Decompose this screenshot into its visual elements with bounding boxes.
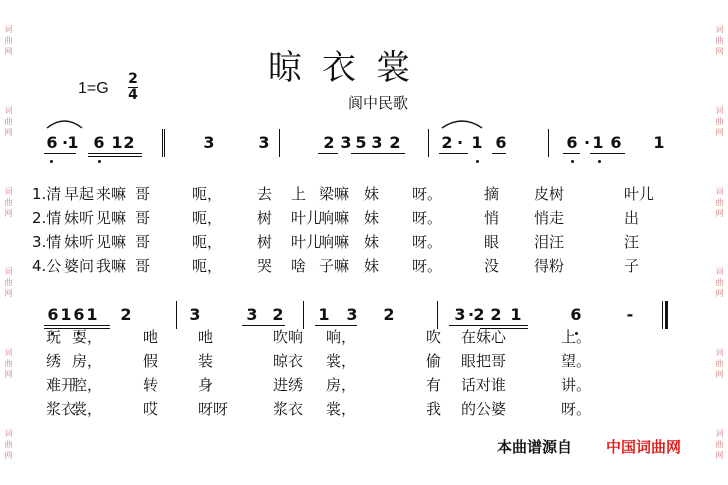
watermark-char: 词 xyxy=(715,348,724,358)
lyric-word: 1.清 xyxy=(32,185,62,203)
beam-underline xyxy=(88,153,142,154)
lyric-word: 呃， xyxy=(192,233,223,251)
slur-arc xyxy=(47,121,82,128)
jianpu-note: 2 xyxy=(272,305,284,324)
watermark-char: 网 xyxy=(715,289,724,299)
watermark-char: 词 xyxy=(715,429,724,439)
lyric-word: 房， xyxy=(72,352,103,370)
lyric-word: 泪汪 xyxy=(534,233,565,251)
watermark-group xyxy=(716,24,724,57)
octave-dot xyxy=(598,160,601,163)
bar-line xyxy=(176,301,177,329)
lyric-word: 在妹心 xyxy=(461,328,507,346)
watermark-group xyxy=(716,186,724,219)
watermark-char: 词 xyxy=(4,186,13,196)
key-signature: 1=G xyxy=(78,80,109,97)
lyric-word: 来嘛 xyxy=(96,185,127,203)
lyric-word: 上。 xyxy=(561,328,592,346)
lyric-word: 叶儿 xyxy=(624,185,655,203)
jianpu-note: - xyxy=(626,305,634,324)
octave-dot xyxy=(50,160,53,163)
lyric-word: 话对谁 xyxy=(461,376,507,394)
octave-dot xyxy=(98,160,101,163)
watermark-char: 曲 xyxy=(715,359,724,369)
beam-underline xyxy=(439,153,468,154)
jianpu-note: 3 xyxy=(371,133,383,152)
lyric-word: 叶儿 xyxy=(291,233,322,251)
watermark-char: 曲 xyxy=(4,197,13,207)
bar-line xyxy=(548,129,549,157)
bar-line xyxy=(162,129,163,157)
watermark-char: 词 xyxy=(715,186,724,196)
octave-dot xyxy=(571,160,574,163)
jianpu-note: · xyxy=(61,133,69,152)
lyric-word: 响嘛 xyxy=(319,209,350,227)
watermark-char: 曲 xyxy=(4,278,13,288)
beam-underline xyxy=(318,153,338,154)
lyric-word: 绣 xyxy=(46,352,62,370)
lyric-word: 汪 xyxy=(624,233,640,251)
jianpu-note: · xyxy=(467,305,475,324)
lyric-word: 妹 xyxy=(364,233,380,251)
jianpu-note: 3 xyxy=(340,133,352,152)
time-signature-top: 2 xyxy=(128,71,138,87)
jianpu-note: 1 xyxy=(67,133,79,152)
lyric-word: 妹听 xyxy=(64,233,95,251)
lyric-word: 房， xyxy=(326,376,357,394)
lyric-word: 难开 xyxy=(46,376,77,394)
watermark-char: 曲 xyxy=(4,359,13,369)
jianpu-note: 3 xyxy=(246,305,258,324)
beam-underline xyxy=(610,153,625,154)
lyric-word: 哭 xyxy=(257,257,273,275)
watermark-group xyxy=(716,428,724,461)
source-brand: 中国词曲网 xyxy=(606,438,682,456)
jianpu-note: · xyxy=(456,133,464,152)
jianpu-note: 1 xyxy=(318,305,330,324)
lyric-word: 婆问 xyxy=(64,257,95,275)
lyric-word: 2.情 xyxy=(32,209,62,227)
lyric-word: 皮树 xyxy=(534,185,565,203)
lyric-word: 呀。 xyxy=(412,185,443,203)
lyric-word: 吹 xyxy=(426,328,442,346)
lyric-word: 没 xyxy=(484,257,500,275)
jianpu-note: 6 xyxy=(46,133,58,152)
lyric-word: 腔， xyxy=(72,376,103,394)
lyric-word: 妹 xyxy=(364,257,380,275)
lyric-word: 上 xyxy=(291,185,307,203)
watermark-char: 网 xyxy=(4,289,13,299)
lyric-word: 哥 xyxy=(135,233,151,251)
jianpu-note: 3 xyxy=(258,133,270,152)
lyric-word: 浆衣 xyxy=(273,400,304,418)
jianpu-note: 6 xyxy=(570,305,582,324)
lyric-word: 眼 xyxy=(484,233,500,251)
lyric-word: 去 xyxy=(257,185,273,203)
lyric-word: 悄 xyxy=(484,209,500,227)
lyric-word: 偷 xyxy=(426,352,442,370)
time-signature xyxy=(127,72,139,103)
watermark-char: 网 xyxy=(4,370,13,380)
watermark-char: 曲 xyxy=(4,440,13,450)
jianpu-note: 6 xyxy=(495,133,507,152)
watermark-char: 曲 xyxy=(4,116,13,126)
bar-line xyxy=(662,301,663,329)
watermark-char: 网 xyxy=(715,46,724,56)
jianpu-note: 1 xyxy=(60,305,72,324)
lyric-word: 浆衣 xyxy=(46,400,77,418)
watermark-char: 网 xyxy=(715,127,724,137)
lyric-word: 眼把哥 xyxy=(461,352,507,370)
bar-line xyxy=(303,301,304,329)
lyric-word: 出 xyxy=(624,209,640,227)
lyric-word: 吔 xyxy=(143,328,159,346)
jianpu-note: 2 xyxy=(120,305,132,324)
jianpu-note: 2 xyxy=(323,133,335,152)
beam-underline xyxy=(492,153,506,154)
jianpu-note: 2 xyxy=(441,133,453,152)
bar-line xyxy=(279,129,280,157)
lyric-word: 叶儿 xyxy=(291,209,322,227)
watermark-group xyxy=(716,105,724,138)
jianpu-note: 1 xyxy=(86,305,98,324)
lyric-word: 呃， xyxy=(192,185,223,203)
lyric-word: 装 xyxy=(198,352,214,370)
lyric-word: 哥 xyxy=(135,209,151,227)
jianpu-note: 2 xyxy=(389,133,401,152)
octave-dot xyxy=(476,160,479,163)
lyric-word: 早起 xyxy=(64,185,95,203)
watermark-strip-left xyxy=(2,0,15,485)
watermark-char: 网 xyxy=(4,208,13,218)
song-title: 晾衣裳 xyxy=(268,48,430,88)
jianpu-note: 2 xyxy=(473,305,485,324)
lyric-word: 呃， xyxy=(192,209,223,227)
beam-underline xyxy=(351,153,368,154)
watermark-char: 曲 xyxy=(715,197,724,207)
watermark-char: 网 xyxy=(4,46,13,56)
lyric-word: 摘 xyxy=(484,185,500,203)
bar-line xyxy=(428,129,429,157)
jianpu-note: 2 xyxy=(490,305,502,324)
watermark-group xyxy=(5,105,13,138)
lyric-word: 呀。 xyxy=(412,233,443,251)
lyric-word: 我嘛 xyxy=(96,257,127,275)
watermark-char: 词 xyxy=(715,105,724,115)
lyric-word: 呃， xyxy=(192,257,223,275)
jianpu-note: 5 xyxy=(355,133,367,152)
lyric-word: 响， xyxy=(326,328,357,346)
lyric-word: 见嘛 xyxy=(96,209,127,227)
lyric-word: 呀。 xyxy=(412,257,443,275)
watermark-group xyxy=(5,266,13,299)
jianpu-note: 6 xyxy=(610,133,622,152)
lyric-word: 3.情 xyxy=(32,233,62,251)
watermark-char: 网 xyxy=(715,451,724,461)
jianpu-note: 1 xyxy=(510,305,522,324)
jianpu-note: 6 xyxy=(566,133,578,152)
lyric-word: 树 xyxy=(257,209,273,227)
jianpu-note: 1 xyxy=(592,133,604,152)
watermark-char: 曲 xyxy=(715,35,724,45)
lyric-word: 我 xyxy=(426,400,442,418)
jianpu-note: · xyxy=(583,133,591,152)
jianpu-note: 1 xyxy=(111,133,123,152)
beam-underline xyxy=(563,153,580,154)
lyric-word: 假 xyxy=(143,352,159,370)
lyric-word: 讲。 xyxy=(561,376,592,394)
lyric-word: 呀。 xyxy=(412,209,443,227)
jianpu-note: 2 xyxy=(383,305,395,324)
jianpu-note: 6 xyxy=(47,305,59,324)
lyric-word: 进绣 xyxy=(273,376,304,394)
lyric-word: 4.公 xyxy=(32,257,62,275)
lyric-word: 裳， xyxy=(72,400,103,418)
lyric-word: 悄走 xyxy=(534,209,565,227)
watermark-char: 网 xyxy=(4,451,13,461)
watermark-char: 曲 xyxy=(4,35,13,45)
watermark-char: 词 xyxy=(4,267,13,277)
lyric-word: 哥 xyxy=(135,185,151,203)
lyric-word: 晾衣 xyxy=(273,352,304,370)
time-signature-bottom: 4 xyxy=(128,87,138,103)
lyric-word: 吔 xyxy=(198,328,214,346)
watermark-char: 词 xyxy=(4,105,13,115)
lyric-word: 哥 xyxy=(135,257,151,275)
lyric-word: 子嘛 xyxy=(319,257,350,275)
song-origin: 阆中民歌 xyxy=(348,94,409,112)
lyric-word: 裳， xyxy=(326,400,357,418)
lyric-word: 呀。 xyxy=(561,400,592,418)
lyric-word: 玩 xyxy=(46,328,62,346)
watermark-char: 词 xyxy=(4,348,13,358)
beam-underline xyxy=(88,156,142,157)
watermark-group xyxy=(5,186,13,219)
lyric-word: 转 xyxy=(143,376,159,394)
lyric-word: 哎 xyxy=(143,400,159,418)
jianpu-note: 6 xyxy=(73,305,85,324)
watermark-char: 词 xyxy=(715,24,724,34)
watermark-group xyxy=(5,24,13,57)
watermark-char: 词 xyxy=(4,24,13,34)
jianpu-note: 1 xyxy=(653,133,665,152)
lyric-word: 树 xyxy=(257,233,273,251)
watermark-group xyxy=(716,347,724,380)
watermark-group xyxy=(5,347,13,380)
lyric-word: 妹 xyxy=(364,209,380,227)
lyric-word: 子 xyxy=(624,257,640,275)
beam-underline xyxy=(44,153,76,154)
lyric-word: 妹听 xyxy=(64,209,95,227)
watermark-char: 网 xyxy=(4,127,13,137)
final-bar xyxy=(665,301,668,329)
bar-line xyxy=(164,129,165,157)
watermark-char: 词 xyxy=(715,267,724,277)
slur-arc xyxy=(442,121,482,128)
bar-line xyxy=(437,301,438,329)
lyric-word: 裳， xyxy=(326,352,357,370)
lyric-word: 的公婆 xyxy=(461,400,507,418)
watermark-char: 曲 xyxy=(715,440,724,450)
lyric-word: 呀呀 xyxy=(198,400,229,418)
lyric-word: 得粉 xyxy=(534,257,565,275)
lyric-word: 身 xyxy=(198,376,214,394)
jianpu-note: 3 xyxy=(203,133,215,152)
lyric-word: 啥 xyxy=(291,257,307,275)
beam-underline xyxy=(367,153,405,154)
jianpu-note: 3 xyxy=(346,305,358,324)
watermark-char: 网 xyxy=(715,208,724,218)
watermark-group xyxy=(716,266,724,299)
jianpu-note: 2 xyxy=(123,133,135,152)
jianpu-note: 6 xyxy=(93,133,105,152)
watermark-char: 词 xyxy=(4,429,13,439)
lyric-word: 吹响 xyxy=(273,328,304,346)
watermark-strip-right xyxy=(713,0,726,485)
lyric-word: 响嘛 xyxy=(319,233,350,251)
lyric-word: 梁嘛 xyxy=(319,185,350,203)
jianpu-note: 1 xyxy=(471,133,483,152)
watermark-char: 曲 xyxy=(715,116,724,126)
jianpu-note: 3 xyxy=(454,305,466,324)
watermark-char: 网 xyxy=(715,370,724,380)
source-label: 本曲谱源自 xyxy=(497,438,573,456)
jianpu-note: 3 xyxy=(189,305,201,324)
watermark-group xyxy=(5,428,13,461)
lyric-word: 妹 xyxy=(364,185,380,203)
lyric-word: 望。 xyxy=(561,352,592,370)
watermark-char: 曲 xyxy=(715,278,724,288)
lyric-word: 耍， xyxy=(72,328,103,346)
lyric-word: 有 xyxy=(426,376,442,394)
lyric-word: 见嘛 xyxy=(96,233,127,251)
